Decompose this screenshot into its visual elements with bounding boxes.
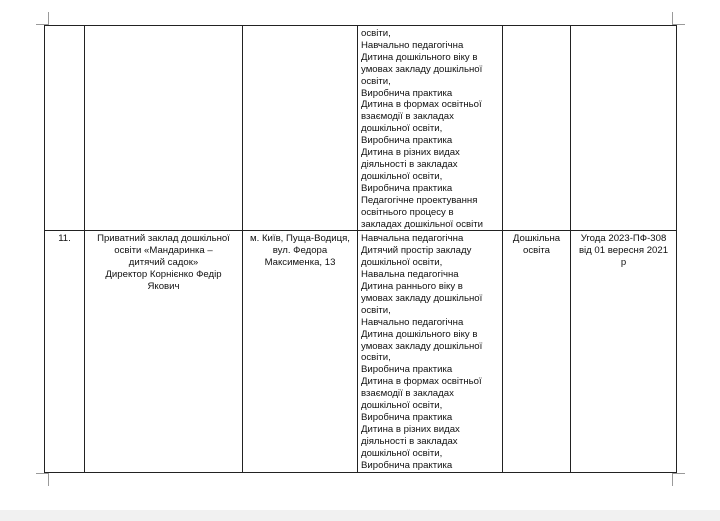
director-line: Директор Корнієнко Федір xyxy=(105,269,222,281)
practice-line: Дитина в формах освітньої xyxy=(361,99,482,111)
practice-line: Дитина в формах освітньої xyxy=(361,376,482,388)
practice-line: Навальна педагогічна xyxy=(361,269,459,281)
practice-line: дошкільної освіти, xyxy=(361,123,443,135)
agreement-line: Угода 2023-ПФ-308 xyxy=(580,233,667,245)
field-cell xyxy=(503,26,571,231)
practice-line: закладах дошкільної освіти xyxy=(361,218,484,230)
director-line: Якович xyxy=(147,281,180,293)
practice-line: Дитина в різних видах xyxy=(361,423,460,435)
practice-line: дошкільної освіти, xyxy=(361,400,443,412)
agreement-cell xyxy=(571,26,677,231)
practice-line: дошкільної освіти, xyxy=(361,447,443,459)
practice-line: взаємодії в закладах xyxy=(361,388,454,400)
address-cell xyxy=(243,231,358,472)
practice-line: Виробнича практика xyxy=(361,182,453,194)
practice-line: Виробнича практика xyxy=(361,412,453,423)
practice-line: освіти, xyxy=(361,28,391,39)
institution-cell xyxy=(85,26,243,231)
practice-line: Педагогічне проектування xyxy=(361,194,478,206)
row-number-cell xyxy=(45,26,85,231)
practice-line: умовах закладу дошкільної xyxy=(361,340,483,352)
address-line: м. Київ, Пуща-Водиця, xyxy=(250,233,350,245)
practice-line: діяльності в закладах xyxy=(361,435,458,447)
practice-line: освітнього процесу в xyxy=(361,206,454,218)
practice-line: Дитина дошкільного віку в xyxy=(361,51,478,63)
crop-mark-bottom-left xyxy=(36,473,49,486)
practice-line: умовах закладу дошкільної xyxy=(361,63,483,75)
practice-line: Навчально педагогічна xyxy=(361,316,464,328)
crop-mark-bottom-right xyxy=(672,473,685,486)
crop-mark-top-left xyxy=(36,12,49,25)
agreement-line: від 01 вересня 2021 xyxy=(578,245,669,257)
practice-cell xyxy=(358,231,503,472)
field-cell xyxy=(503,231,571,472)
table-row xyxy=(45,231,677,472)
agreement-line: р xyxy=(620,257,627,269)
practice-bases-table xyxy=(44,25,677,473)
crop-mark-top-right xyxy=(672,12,685,25)
field-line: Дошкільна xyxy=(512,233,561,245)
practice-line: Навчальна педагогічна xyxy=(361,233,464,245)
address-line: Максименка, 13 xyxy=(264,257,336,269)
address-cell xyxy=(243,26,358,231)
practice-line: взаємодії в закладах xyxy=(361,111,454,123)
practice-line: освіти, xyxy=(361,304,391,316)
table-row xyxy=(45,26,677,231)
practice-cell xyxy=(358,26,503,231)
practice-line: діяльності в закладах xyxy=(361,158,458,170)
institution-line: дитячий садок» xyxy=(128,257,199,269)
institution-line: Приватний заклад дошкільної xyxy=(97,233,230,245)
practice-line: дошкільної освіти, xyxy=(361,170,443,182)
practice-line: Дитина дошкільного віку в xyxy=(361,328,478,340)
practice-line: Навчально педагогічна xyxy=(361,39,464,51)
practice-line: Дитина раннього віку в xyxy=(361,281,463,293)
practice-line: Виробнича практика xyxy=(361,87,453,99)
institution-line: освіти «Мандаринка – xyxy=(114,245,213,257)
practice-line: дошкільної освіти, xyxy=(361,257,443,269)
row-number-cell xyxy=(45,231,85,472)
address-line: вул. Федора xyxy=(272,245,328,257)
practice-line: умовах закладу дошкільної xyxy=(361,292,483,304)
practice-line: освіти, xyxy=(361,75,391,87)
practice-line: освіти, xyxy=(361,352,391,364)
agreement-cell xyxy=(571,231,677,472)
institution-cell xyxy=(85,231,243,472)
row-number: 11. xyxy=(58,233,71,245)
practice-line: Виробнича практика xyxy=(361,364,453,376)
practice-line: Виробнича практика xyxy=(361,135,453,147)
page-bottom-strip xyxy=(0,510,720,521)
practice-line: Дитячий простір закладу xyxy=(361,245,472,257)
practice-line: Дитина в різних видах xyxy=(361,147,460,159)
field-line: освіта xyxy=(523,245,550,257)
practice-line: Виробнича практика xyxy=(361,459,453,471)
